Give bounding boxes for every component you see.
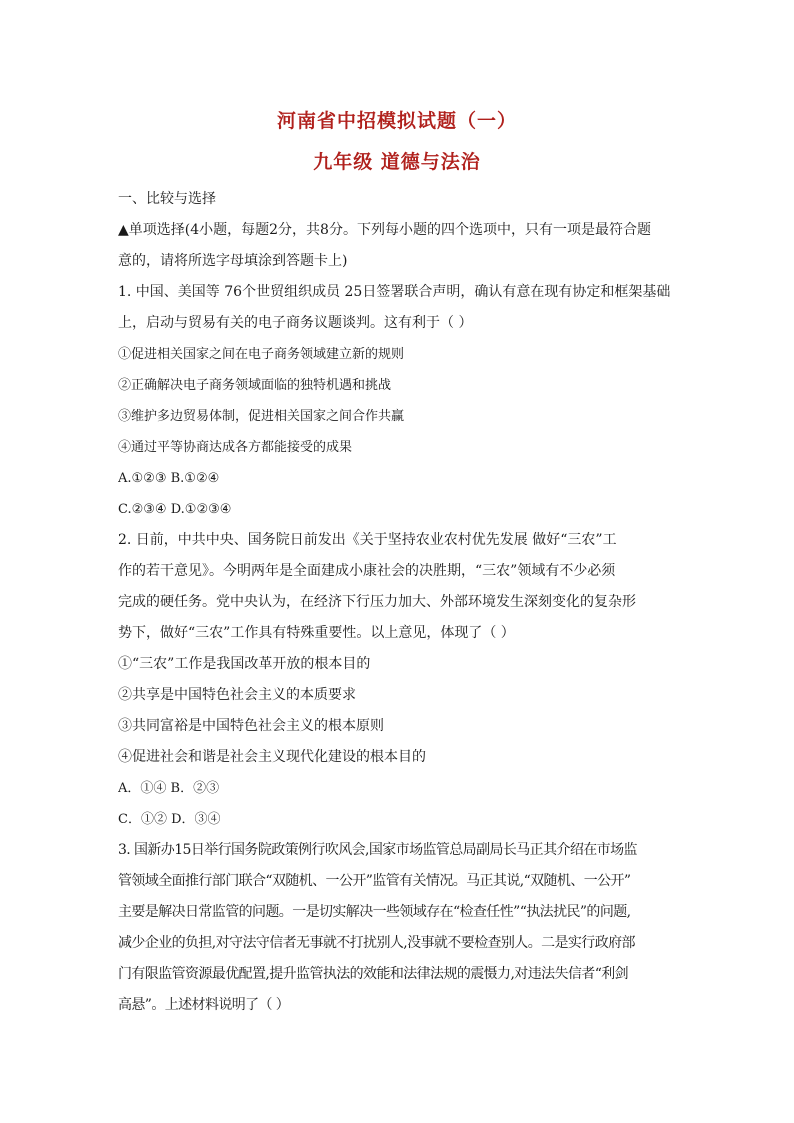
question-1-stem: 1. 中国、美国等 76个世贸组织成员 25日签署联合声明，确认有意在现有协定和框架基础	[118, 284, 671, 300]
question-3-stem: 门有限监管资源最优配置,提升监管执法的效能和法律法规的震慑力,对违法失信者“利剑	[118, 966, 629, 982]
question-1-choices: A.①②③ B.①②④	[118, 471, 220, 486]
question-2-statement: ②共享是中国特色社会主义的本质要求	[118, 687, 356, 703]
document-body	[118, 184, 680, 1021]
question-2-choices: A．①④ B．②③	[118, 781, 220, 796]
question-2-statement: ④促进社会和谐是社会主义现代化建设的根本目的	[118, 749, 426, 765]
question-2-statement: ①“三农”工作是我国改革开放的根本目的	[118, 656, 371, 672]
question-2-stem: 势下，做好“三农”工作具有特殊重要性。以上意见，体现了（ ）	[118, 625, 515, 641]
question-1-choices: C.②③④ D.①②③④	[118, 502, 232, 517]
question-1-stem: 上，启动与贸易有关的电子商务议题谈判。这有利于（ ）	[118, 315, 473, 331]
question-1-statement: ④通过平等协商达成各方都能接受的成果	[118, 440, 353, 455]
question-3-stem: 管领域全面推行部门联合“双随机、一公开”监管有关情况。马正其说,“双随机、一公开”	[118, 873, 631, 889]
question-2-stem: 完成的硬任务。党中央认为，在经济下行压力加大、外部环境发生深刻变化的复杂形	[118, 594, 636, 610]
document-title: 河南省中招模拟试题（一）	[276, 110, 517, 132]
document-subtitle: 九年级 道德与法治	[313, 151, 481, 173]
instruction-line: ▲单项选择(4小题，每题2分，共8分。下列每小题的四个选项中，只有一项是最符合题	[118, 222, 651, 238]
question-1-statement: ②正确解决电子商务领域面临的独特机遇和挑战	[118, 378, 392, 393]
question-3-stem: 主要是解决日常监管的问题。一是切实解决一些领域存在“检查任性”“执法扰民”的问题,	[118, 904, 631, 920]
instruction-line: 意的，请将所选字母填涂到答题卡上)	[118, 253, 348, 269]
question-2-stem: 2. 日前，中共中央、国务院日前发出《关于坚持农业农村优先发展 做好“三农”工	[118, 532, 617, 548]
question-1-statement: ③维护多边贸易体制，促进相关国家之间合作共赢	[118, 409, 405, 424]
question-2-stem: 作的若干意见》。今明两年是全面建成小康社会的决胜期，“三农”领域有不少必须	[118, 563, 616, 579]
question-3-stem: 3. 国新办15日举行国务院政策例行吹风会,国家市场监管总局副局长马正其介绍在市场监	[118, 842, 637, 858]
question-3-stem: 高悬”。上述材料说明了（ ）	[118, 997, 290, 1013]
question-3-stem: 减少企业的负担,对守法守信者无事就不打扰别人,没事就不要检查别人。二是实行政府部	[118, 935, 635, 951]
question-1-statement: ①促进相关国家之间在电子商务领域建立新的规则	[118, 347, 405, 362]
section-heading: 一、比较与选择	[118, 191, 216, 207]
question-2-choices: C．①② D．③④	[118, 812, 221, 827]
question-2-statement: ③共同富裕是中国特色社会主义的根本原则	[118, 718, 384, 734]
